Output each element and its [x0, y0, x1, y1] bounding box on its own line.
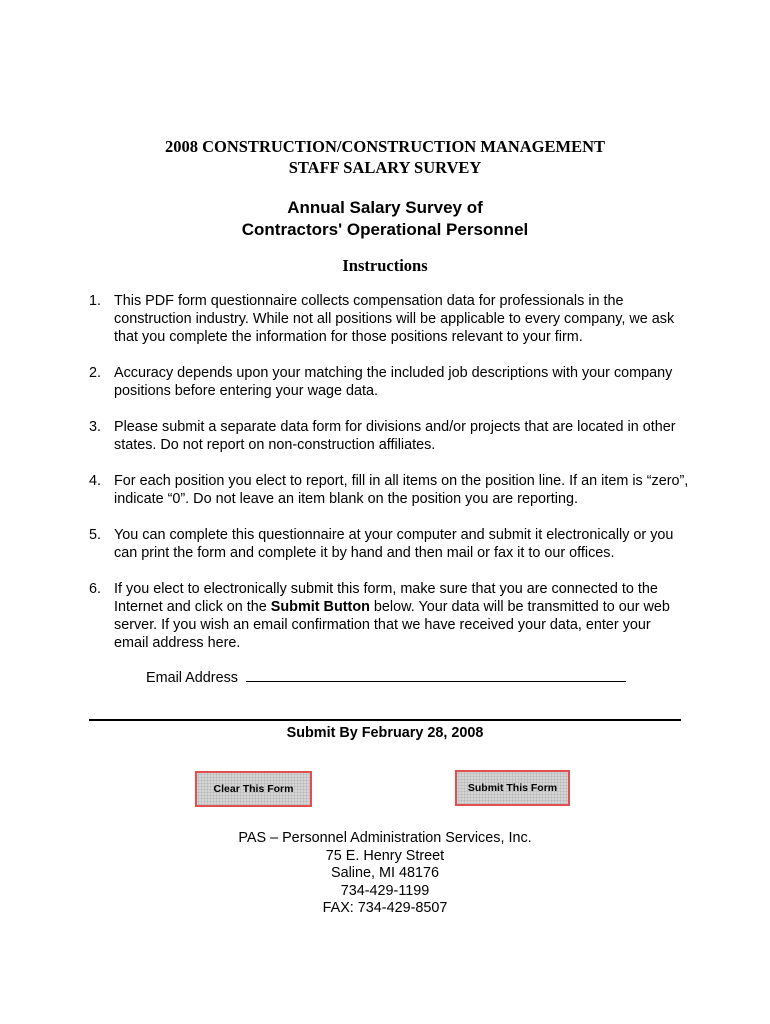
company-name: PAS – Personnel Administration Services, Inc. [238, 830, 532, 846]
instruction-item [89, 580, 689, 652]
instruction-text: This PDF form questionnaire collects compensation data for professionals in the construction industry. While not all positions will be applicable to every company, we ask that you complete the information for those positions relevant to your firm. [114, 293, 675, 345]
instruction-item [89, 526, 689, 562]
instruction-number: 5. [89, 527, 102, 543]
instruction-item [89, 364, 689, 400]
instruction-number: 6. [89, 581, 102, 597]
instruction-item [89, 292, 689, 346]
instruction-item [89, 418, 689, 454]
survey-subtitle-line1: Annual Salary Survey of [287, 198, 483, 217]
company-phone: 734-429-1199 [340, 882, 430, 899]
instruction-text: Please submit a separate data form for divisions and/or projects that are located in other states. Do not report on non-construction affiliates. [114, 419, 676, 453]
instruction-text: For each position you elect to report, fill in all items on the position line. If an item is “zero”, indicate “0”. Do not leave an item blank on the position you are reporting. [114, 473, 689, 507]
instructions-heading: Instructions [342, 256, 428, 275]
clear-form-button[interactable]: Clear This Form [195, 771, 312, 807]
instructions-list [89, 292, 689, 670]
instruction-text-before: If you elect to electronically submit this form, make sure that you are connected to the Internet and click on the [114, 581, 658, 615]
company-city: Saline, MI 48176 [330, 865, 439, 881]
email-input[interactable] [246, 667, 626, 682]
email-row [146, 667, 626, 687]
instruction-item [89, 472, 689, 508]
instruction-number: 1. [89, 293, 102, 309]
instruction-text: You can complete this questionnaire at your computer and submit it electronically or you can print the form and complete it by hand and then mail or fax it to our offices. [114, 527, 674, 561]
instruction-text: Accuracy depends upon your matching the included job descriptions with your company positions before entering your wage data. [114, 365, 673, 399]
company-fax: FAX: 734-429-8507 [322, 900, 448, 916]
company-address [0, 830, 770, 918]
survey-subtitle [0, 197, 770, 241]
instruction-text-after: below. Your data will be transmitted to our web server. If you wish an email confirmation that we have received your data, enter your email address here. [114, 599, 670, 651]
company-street: 75 E. Henry Street [325, 847, 445, 864]
submit-form-button[interactable]: Submit This Form [455, 770, 570, 806]
instruction-number: 2. [89, 365, 102, 381]
instruction-number: 3. [89, 419, 102, 435]
survey-title-line2: STAFF SALARY SURVEY [288, 158, 482, 177]
divider [89, 719, 681, 721]
survey-title [0, 136, 770, 178]
survey-subtitle-line2: Contractors' Operational Personnel [241, 220, 529, 239]
survey-title-line1: 2008 CONSTRUCTION/CONSTRUCTION MANAGEMENT [164, 137, 606, 156]
instruction-bold-text: Submit Button [270, 599, 370, 615]
email-label: Email Address [146, 670, 238, 686]
instruction-number: 4. [89, 473, 102, 489]
submit-deadline: Submit By February 28, 2008 [286, 725, 484, 741]
